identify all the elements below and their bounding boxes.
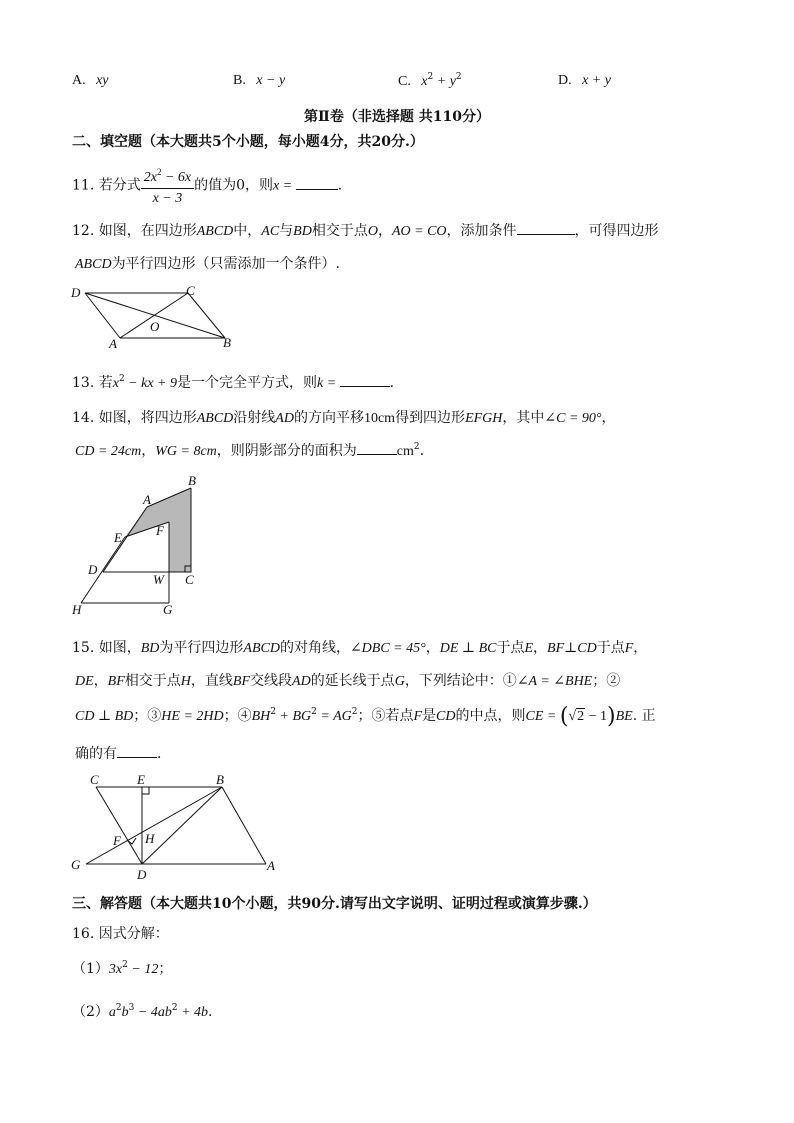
q13-answer-blank[interactable] xyxy=(340,374,390,387)
option-c-rest: + y xyxy=(433,74,456,89)
fig12-label-o: O xyxy=(150,319,160,334)
fig15-label-b: B xyxy=(216,772,224,787)
fig14-label-f: F xyxy=(156,523,164,538)
option-b-expr: x − y xyxy=(256,73,286,88)
fig14-label-d: D xyxy=(88,562,98,577)
fig14-label-b: B xyxy=(188,473,196,488)
question-15-line3: CD ⊥ BD；③HE = 2HD；$④BH^2 + BG^2 = AG^2$；⑤若点F是CD的中点，则CE = (√2 − 1)BE. 正 xyxy=(75,704,656,729)
fig14-edge-ad xyxy=(103,507,147,572)
option-d-label: D. xyxy=(558,73,572,88)
question-15-line4: 确的有 . xyxy=(75,746,162,762)
option-d-expr: x + y xyxy=(582,73,611,88)
q11-suffix1: 的值为0，则 xyxy=(194,177,274,194)
q11-var: x = xyxy=(273,178,296,194)
fig14-label-a: A xyxy=(143,492,151,507)
figure-14 xyxy=(68,470,218,620)
fig15-label-g: G xyxy=(71,857,81,872)
fig14-label-e: E xyxy=(114,530,122,545)
fig15-label-e: E xyxy=(137,772,145,787)
question-12-line2: ABCD为平行四边形（只需添加一个条件）. xyxy=(75,256,341,272)
question-11 xyxy=(72,162,342,209)
question-16-part1: $(1)3x^2 - 12$； xyxy=(72,960,173,977)
q11-numerator: $2x^2 - 6x$ xyxy=(141,162,194,189)
q14-answer-blank[interactable] xyxy=(357,442,397,455)
option-c-exp2: 2 xyxy=(455,72,462,82)
section3-heading: 三、解答题（本大题共10个小题，共90分.请写出文字说明、证明过程或演算步骤.） xyxy=(72,896,597,912)
option-a-expr: xy xyxy=(96,73,109,88)
fig15-label-a: A xyxy=(267,858,275,873)
fig15-edge-cd xyxy=(96,787,142,864)
fig12-label-c: C xyxy=(186,283,195,298)
q11-answer-blank[interactable] xyxy=(296,177,338,190)
part2-title: 第Ⅱ卷（非选择题 共110分） xyxy=(304,109,490,125)
question-13: 13. 若$x^2$ − kx + 9是一个完全平方式，则k = . xyxy=(72,374,395,391)
q15-answer-blank[interactable] xyxy=(117,745,157,758)
question-14-line2: CD = 24cm，WG = 8cm，则阴影部分的面积为 $cm^2$. xyxy=(75,442,425,459)
q11-suffix2: . xyxy=(337,177,343,194)
q11-prefix: 11. 若分式 xyxy=(72,177,141,194)
fig12-edge-da xyxy=(85,293,120,338)
fig15-label-c: C xyxy=(90,772,99,787)
option-a xyxy=(72,72,109,89)
question-15-line1: 15. 如图，BD为平行四边形ABCD的对角线，∠DBC = 45°，DE ⊥ BC于点E，BF⊥CD于点F， xyxy=(72,640,648,656)
fig12-label-d: D xyxy=(71,285,81,300)
q12-answer-blank[interactable] xyxy=(517,222,575,235)
question-12-line1: 12. 如图，在四边形ABCD中，AC与BD相交于点O，AO = CO，添加条件 ，可得四边形 xyxy=(72,223,659,239)
q11-denominator: x − 3 xyxy=(152,191,183,206)
option-c-label: C. xyxy=(398,74,411,89)
fig15-right-angle-e xyxy=(142,787,149,794)
fig15-edge-ba xyxy=(222,787,266,864)
option-b xyxy=(233,72,285,89)
question-16-title: 16. 因式分解： xyxy=(72,926,169,942)
fig14-label-w: W xyxy=(153,572,164,587)
option-d xyxy=(558,72,611,89)
figure-15 xyxy=(66,770,286,882)
fig15-label-f: F xyxy=(113,833,121,848)
question-16-part2: $(2)a^2b^3 - 4ab^2 + 4b$. xyxy=(72,1003,213,1020)
question-15-line2: DE，BF相交于点H，直线BF交线段AD的延长线于点G，下列结论中：①∠A = ∠BHE；② xyxy=(75,673,621,689)
option-c-x: x xyxy=(421,74,428,89)
option-a-label: A. xyxy=(72,73,86,88)
option-c xyxy=(398,72,462,90)
option-b-label: B. xyxy=(233,73,246,88)
fig12-edge-cb xyxy=(188,293,225,338)
section2-heading: 二、填空题（本大题共5个小题，每小题4分，共20分.） xyxy=(72,134,424,150)
q11-fraction xyxy=(141,162,194,209)
figure-12 xyxy=(68,282,248,350)
fig12-label-a: A xyxy=(109,336,117,350)
option-c-exp1: 2 xyxy=(427,72,434,82)
fig15-label-d: D xyxy=(137,867,147,882)
question-14-line1: 14. 如图，将四边形ABCD沿射线AD的方向平移10cm得到四边形EFGH，其中∠C = 90°， xyxy=(72,410,616,426)
fig14-label-h: H xyxy=(72,602,82,617)
fig15-right-angle-f xyxy=(127,838,136,844)
fig15-label-h: H xyxy=(145,831,155,846)
fig14-label-c: C xyxy=(185,572,194,587)
fig14-label-g: G xyxy=(163,602,173,617)
fig12-label-b: B xyxy=(223,335,231,350)
